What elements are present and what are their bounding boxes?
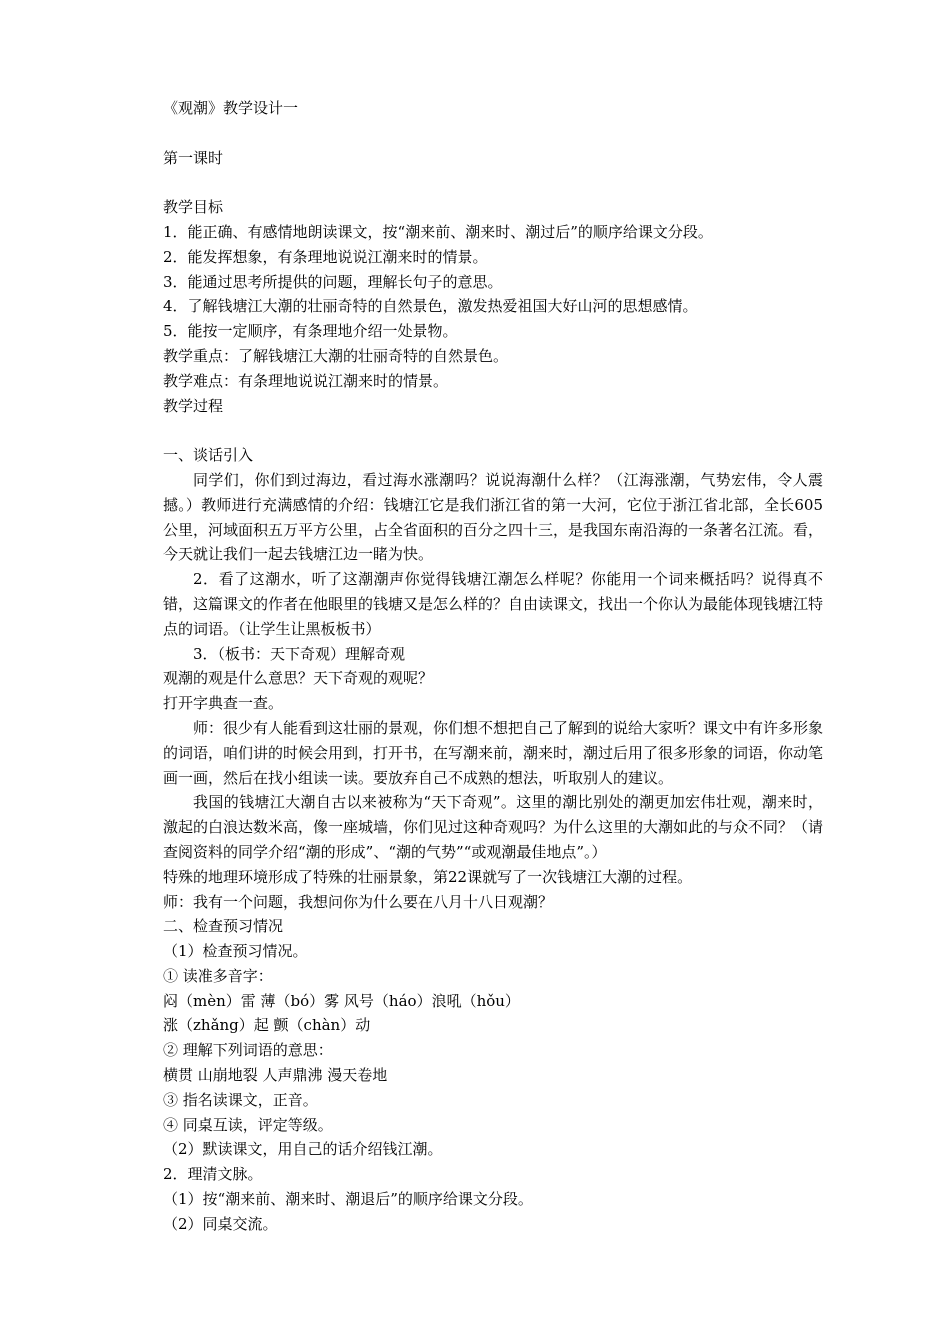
preview-item: 2．理清文脉。	[163, 1165, 263, 1184]
section-1-heading: 一、谈话引入	[163, 446, 254, 465]
process-heading: 教学过程	[163, 396, 224, 415]
preview-item: （2）默读课文，用自己的话介绍钱江潮。	[163, 1140, 443, 1159]
intro-paragraph: 同学们，你们到过海边，看过海水涨潮吗？说说海潮什么样？（江海涨潮，气势宏伟，令人震撼。）教师进行充满感情的介绍：钱塘江它是我们浙江省的第一大河，它位于浙江省北部，全长605公里，河域面积五万平方公里，占全省面积的百分之四十三，是我国东南沿海的一条著名江流。看，今天就让我们一起去钱塘江边一睹为快。	[163, 470, 824, 564]
objective-item: 1．能正确、有感情地朗读课文，按“潮来前、潮来时、潮过后”的顺序给课文分段。	[163, 222, 713, 241]
blank-line	[163, 418, 823, 443]
section-2-heading: 二、检查预习情况	[163, 917, 284, 936]
lesson-label: 第一课时	[163, 148, 224, 167]
objectives-heading: 教学目标	[163, 198, 224, 217]
preview-item: ③ 指名读课文，正音。	[163, 1090, 318, 1109]
pinyin-line: 闷（mèn）雷 薄（bó）雾 风号（háo）浪吼（hǒu）	[163, 991, 520, 1010]
teacher-paragraph: 师：很少有人能看到这壮丽的景观，你们想不想把自己了解到的说给大家听？课文中有许多形象的词语，咱们讲的时候会用到，打开书，在写潮来前，潮来时，潮过后用了很多形象的词语，你动笔画一画，然后在找小组读一读。要放弃自己不成熟的想法，听取别人的建议。	[163, 718, 824, 787]
objective-item: 2．能发挥想象，有条理地说说江潮来时的情景。	[163, 247, 488, 266]
key-point: 教学重点：了解钱塘江大潮的壮丽奇特的自然景色。	[163, 346, 509, 365]
preview-item: （2）同桌交流。	[163, 1214, 278, 1233]
document-title: 《观潮》教学设计一	[163, 99, 299, 117]
pinyin-line: 涨（zhǎng）起 颤（chàn）动	[163, 1016, 371, 1035]
difficulty: 教学难点：有条理地说说江潮来时的情景。	[163, 371, 449, 390]
preview-item: ① 读准多音字：	[163, 966, 273, 985]
blank-line	[163, 170, 823, 195]
blank-line	[163, 121, 823, 146]
geography-line: 特殊的地理环境形成了特殊的壮丽景象，第22课就写了一次钱塘江大潮的过程。	[163, 867, 693, 886]
meaning-question: 观潮的观是什么意思？天下奇观的观呢？	[163, 669, 434, 688]
preview-item: （1）按“潮来前、潮来时、潮退后”的顺序给课文分段。	[163, 1190, 533, 1209]
vocabulary-line: 横贯 山崩地裂 人声鼎沸 漫天卷地	[163, 1066, 388, 1085]
question-paragraph: 2．看了这潮水，听了这潮潮声你觉得钱塘江潮怎么样呢？你能用一个词来概括吗？说得真不错，这篇课文的作者在他眼里的钱塘又是怎么样的？自由读课文，找出一个你认为最能体现钱塘江特点的词语。（让学生让黑板板书）	[163, 570, 824, 638]
preview-item: （1）检查预习情况。	[163, 942, 308, 961]
preview-item: ④ 同桌互读，评定等级。	[163, 1115, 333, 1134]
board-writing-line: 3．（板书：天下奇观）理解奇观	[193, 644, 406, 663]
objective-item: 4．了解钱塘江大潮的壮丽奇特的自然景色，激发热爱祖国大好山河的思想感情。	[163, 297, 698, 316]
teacher-question: 师：我有一个问题，我想问你为什么要在八月十八日观潮？	[163, 892, 554, 911]
dictionary-instruction: 打开字典查一查。	[163, 694, 284, 713]
preview-item: ② 理解下列词语的意思：	[163, 1041, 333, 1060]
objective-item: 3．能通过思考所提供的问题，理解长句子的意思。	[163, 272, 503, 291]
objective-item: 5．能按一定顺序，有条理地介绍一处景物。	[163, 322, 458, 341]
qiantang-paragraph: 我国的钱塘江大潮自古以来被称为“天下奇观”。这里的潮比别处的潮更加宏伟壮观，潮来时，激起的白浪达数米高，像一座城墙，你们见过这种奇观吗？为什么这里的大潮如此的与众不同？（请查阅资料的同学介绍“潮的形成”、“潮的气势”“或观潮最佳地点”。）	[163, 793, 824, 861]
document-page	[163, 96, 823, 1237]
